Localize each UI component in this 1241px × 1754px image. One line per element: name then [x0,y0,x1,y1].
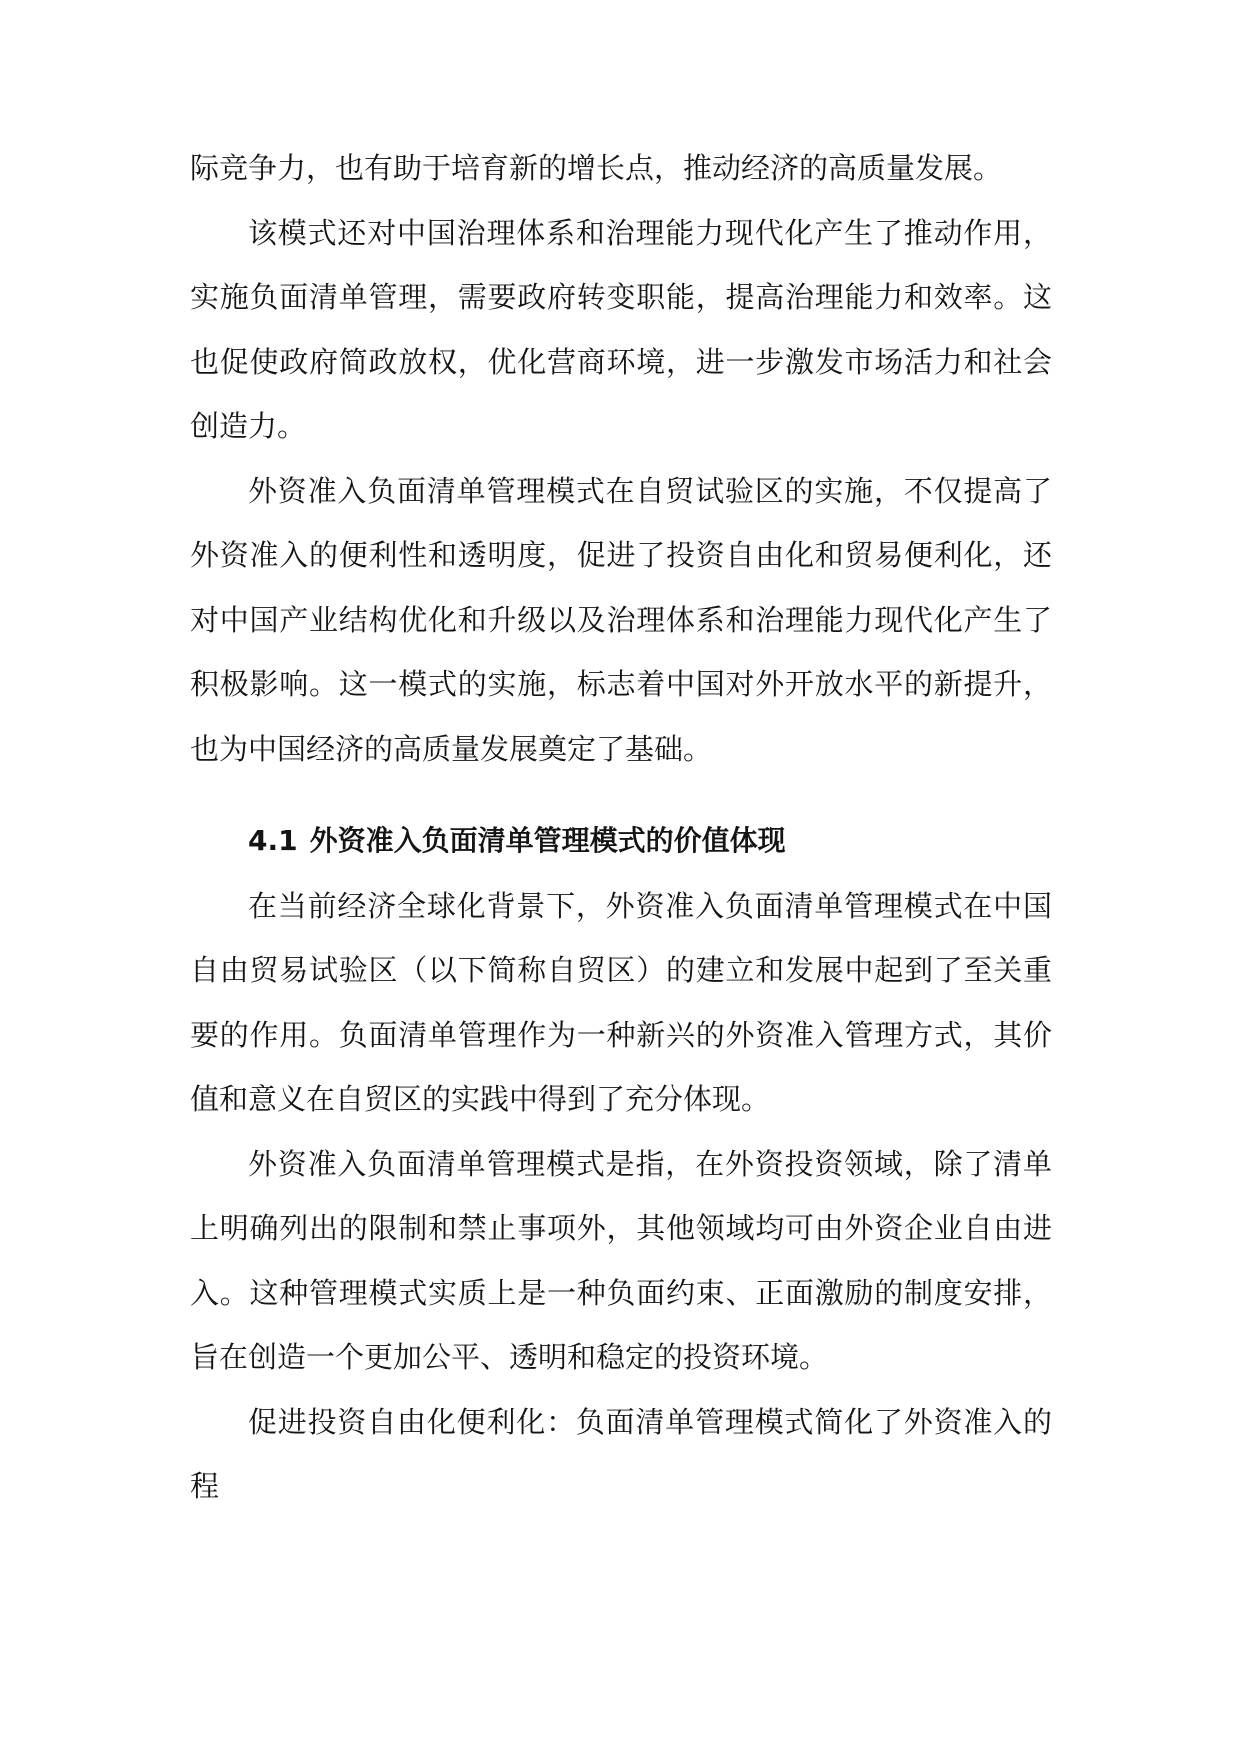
paragraph-3: 外资准入负面清单管理模式在自贸试验区的实施，不仅提高了外资准入的便利性和透明度，促进了投资自由化和贸易便利化，还对中国产业结构优化和升级以及治理体系和治理能力现代化产生了积极影响。这一模式的实施，标志着中国对外开放水平的新提升，也为中国经济的高质量发展奠定了基础。 [190,473,1052,766]
paragraph-5: 外资准入负面清单管理模式是指，在外资投资领域，除了清单上明确列出的限制和禁止事项外，其他领域均可由外资企业自由进入。这种管理模式实质上是一种负面约束、正面激励的制度安排，旨在创造一个更加公平、透明和稳定的投资环境。 [190,1146,1052,1374]
section-heading [190,809,1052,874]
paragraph-2: 该模式还对中国治理体系和治理能力现代化产生了推动作用，实施负面清单管理，需要政府转变职能，提高治理能力和效率。这也促使政府简政放权，优化营商环境，进一步激发市场活力和社会创造力。 [190,215,1052,443]
paragraph-6: 促进投资自由化便利化：负面清单管理模式简化了外资准入的程 [190,1404,1052,1503]
paragraph-4: 在当前经济全球化背景下，外资准入负面清单管理模式在中国自由贸易试验区（以下简称自贸区）的建立和发展中起到了至关重要的作用。负面清单管理作为一种新兴的外资准入管理方式，其价值和意义在自贸区的实践中得到了充分体现。 [190,888,1052,1116]
document-body [190,136,1052,1519]
section-title: 外资准入负面清单管理模式的价值体现 [309,824,786,857]
paragraph-1: 际竞争力，也有助于培育新的增长点，推动经济的高质量发展。 [190,151,1003,185]
section-number: 4.1 [248,824,298,857]
